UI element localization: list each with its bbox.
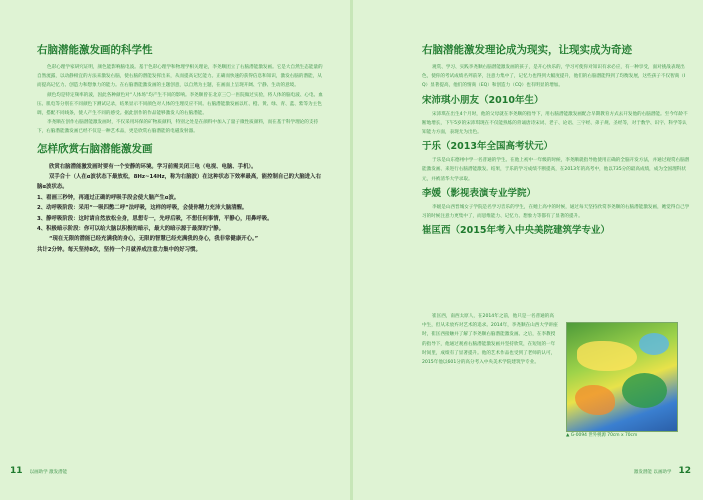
profile4-text: 崔匡西，南西太原人，在2014年之前，他只是一名普通的高中生，但从未放弃对艺术的追求。2014年，李尧顺在山西大学讲座时，崔匡西接触并了解了李尧顺右脑潜能激发画。之后，在李教授的指导下，他通过观看右脑潜能激发画并坚持欣赏，在短短的一年时间里，成绩有了显著提升。他的艺术作品也受到了老师的认可，2015年他以601分的高分考入中央美术学院建筑学专业。 <box>422 314 558 366</box>
left-page-label: 以画助学 激发潜能 <box>29 470 68 475</box>
left-section1-title: 右脑潜能激发画的科学性 <box>37 44 153 56</box>
left-column <box>37 44 323 255</box>
left-page <box>0 0 351 500</box>
profile4-title: 崔匡西（2015年考入中央美院建筑学专业） <box>422 225 610 237</box>
profile2-text: 于乐是山东德州中学一名普通的学生。在他上初中一年级的时候，李尧顺就指导他使用正确的全脑开发方法，并通过观赏右脑潜能激发画、来进行右脑潜能激发。结果，于乐的学习成绩不断提高，在2013年的高考中，他以735分的最高成绩，成为全国理科状元，并被清华大学录取。 <box>422 158 690 182</box>
right-page-number: 12 <box>678 466 691 476</box>
affirmation-quote: “现在无限的潜能已经充满我的身心，无限的智慧已经充满我的身心，我非常健康开心。” <box>49 236 259 243</box>
closing-note: 共计2分钟。每天坚持8次，坚持一个月就养成注意力集中的好习惯。 <box>37 246 201 253</box>
left-footer <box>10 466 67 476</box>
left-section2-paragraph2: 双手合十（人在α波状态下最放松，8Hz~14Hz，称为右脑波）在这种状态下效率最高，能控制自己的大脑进入右脑α波状态。 <box>37 174 321 191</box>
left-section2-paragraph1: 欣赏右脑潜能激发画时要有一个安静的环境。学习前需关闭三电（电视、电脑、手机）。 <box>49 163 257 170</box>
right-column <box>422 44 690 240</box>
steps-list <box>37 193 323 235</box>
profile2-title: 于乐（2013年全国高考状元） <box>422 141 553 153</box>
profile4-text-block <box>422 312 558 367</box>
right-footer <box>634 466 691 476</box>
left-page-number: 11 <box>10 466 23 476</box>
profile1-text: 宋沛琪在出生4个月时，他的父母就在李尧顺的指导下，用右脑潜能激发画配合早期教育方式去开发他的右脑潜能。至今年龄不断地增长，下午5岁的宋沛琪现在不仅能熟练的背诵唐诗宋词、老子、论语、三字经、弟子规、圣经等，对于数学、识字、科学等认知能力方面，表现尤为出色。 <box>422 111 688 136</box>
step-item: 2、动呼吸阶段：采用“一吸四憋二呼”法呼吸，这样的呼吸，会使你精力充沛大脑清醒。 <box>37 205 248 212</box>
left-section1-paragraph3: 李尧顺在创作右脑潜能激发画时，不仅采用环保的矿物质颜料，特别之处是在颜料中加入了量子微性质颜料，而在基于科学理论的支持下，右脑潜能激发画已经不仅是一种艺术品，更是欣赏右脑潜能的电磁发射器。 <box>37 120 319 135</box>
step-item: 3、静呼吸阶段：这时请自然放松全身，思想专一，先呼后吸，不想任何事情，平静心，用鼻呼吸。 <box>37 215 273 222</box>
profile3-title: 李媛（影视表演专业学院） <box>422 187 537 199</box>
right-section1-title: 右脑潜能激发理论成为现实，让现实成为奇迹 <box>422 44 632 56</box>
painting-caption: ▲ G-0094 世外桃源 70cm x 70cm <box>566 433 638 438</box>
profile3-text: 李媛是山西晋城女子学院是名学习音乐的学生，在她上高中的时候，通过每天坚持欣赏李尧顺的右脑潜能激发画，她觉得自己学习的时候注意力更集中了，而思维能力、记忆力、想象力等都有了显著的提升。 <box>422 204 690 220</box>
profile1-title: 宋沛琪小朋友（2010年生） <box>422 94 544 106</box>
left-section2-title: 怎样欣赏右脑潜能激发画 <box>37 142 153 155</box>
step-item: 4、积极暗示阶段：你可以给大脑以积极的暗示，最大的暗示源于最深的宁静。 <box>37 226 225 233</box>
left-section1-paragraph2: 颜色均是特定频率的波，因此各种颜色对“人体场”均产生不同的影响。李尧顺曾在北京三〇一医院做过实验，将人体的脑电波、心电、血压、肌电等分别在不同颜色下测试记录，结果显示不同颜色对人体的生理反应不同。右脑潜能激发画以红、橙、黄、绿、青、蓝、紫等为主色调，搭配不同线条，使人产生不同的感受。据此创作的作品能够激发人的右脑潜能。 <box>37 92 323 117</box>
right-page-label: 激发潜能 以画助学 <box>633 470 672 475</box>
left-section1-paragraph1: 色彩心理学家研究证明，颜色能影响脑电波。基于色彩心理学和物理学相关理论，李尧顺团立了右脑潜能激发画。它是大自然生态能量的自然流露，以动静相宜的方法来激发右脑，使右脑的潜能发挥出来，从而提高记忆能力。正确而快速的获得信息和知识，激发右脑的潜能，从而提高记忆力、创造力和想象力的能力。在右脑潜能激发画的主题创意，以自然为主题，在画面上呈现开阔、宁静、生动的意境。 <box>37 65 323 89</box>
right-section1-paragraph: 观赏、学习、实践李尧顺右脑潜能激发画的孩子，是开心快乐的，学习可使你对知识有求必应，有一种享受，面对挑战表现出色，使你的考试成绩名列前茅，注意力集中了，记忆力也得到大幅度提升，他们的右脑潜能得到了均衡发展，这些孩子不仅智商（IQ）显著提高，他们的情商（EQ）和创造力（CQ）也有明显的增加。 <box>422 65 686 89</box>
painting-image <box>566 322 678 432</box>
step-item: 1、看画三秒钟，再通过正确的呼吸手段会使大脑产生α波。 <box>37 194 180 201</box>
